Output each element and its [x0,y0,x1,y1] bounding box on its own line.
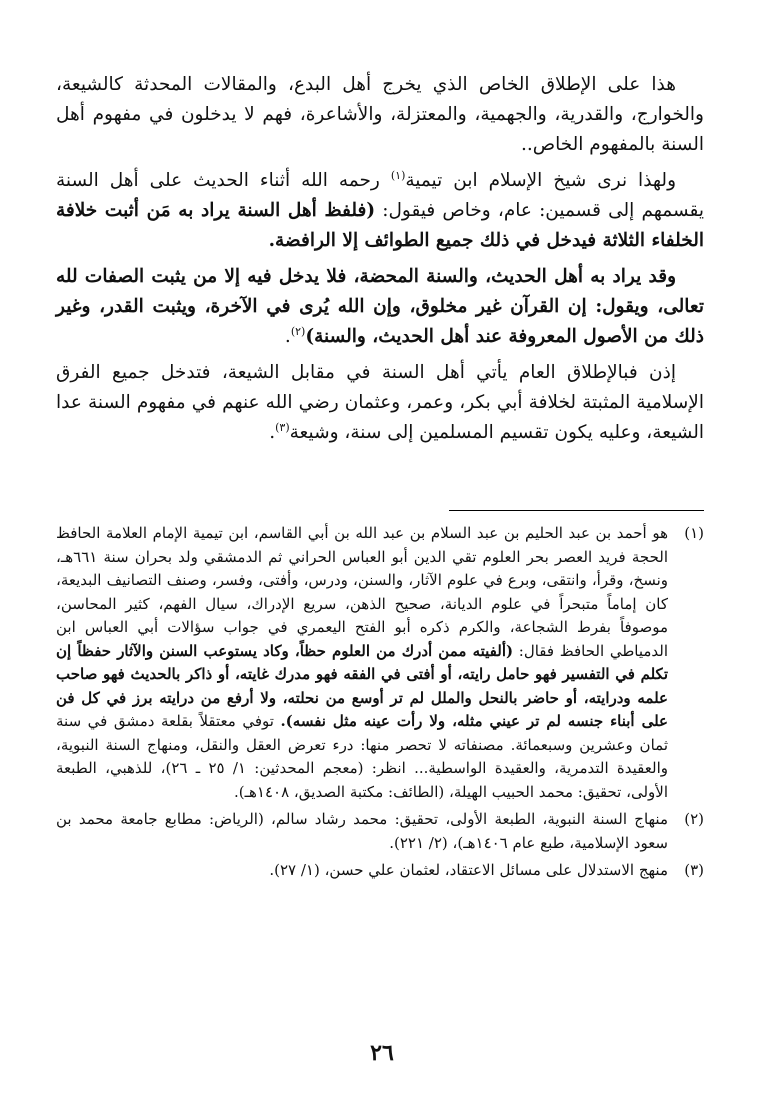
paragraph-4-text: إذن فبالإطلاق العام يأتي أهل السنة في مقابل الشيعة، فتدخل جميع الفرق الإسلامية المثبتة لخلافة أبي بكر، وعمر، وعثمان رضي الله عنهم في مفهوم السنة عدا الشيعة، وعليه يكون تقسيم المسلمين إلى سنة، وشيعة [56,362,704,443]
footnote-number: (٢) [684,810,704,828]
paragraph-2-text-b: رحمه الله أثناء الحديث على أهل السنة يقسمهم إلى قسمين: عام، وخاص فيقول: [56,170,704,221]
footnote-ref-3[interactable]: (٣) [275,420,290,434]
page-number: ٢٦ [370,1040,394,1066]
paragraph-3: وقد يراد به أهل الحديث، والسنة المحضة، فلا يدخل فيه إلا من يثبت الصفات لله تعالى، ويقول: إن القرآن غير مخلوق، وإن الله يُرى في الآخرة، ويثبت القدر، وغير ذلك من الأصول المعروفة عند أهل الحديث، والسنة)$^{(٢)}$. [56,266,704,347]
footnote-number: (١) [684,524,704,542]
paragraph-2-text-a: ولهذا نرى شيخ الإسلام ابن تيمية [405,170,677,191]
footnote-ref-1[interactable]: (١) [390,168,406,182]
footnote-separator [449,510,704,511]
paragraph-4: إذن فبالإطلاق العام يأتي أهل السنة في مقابل الشيعة، فتدخل جميع الفرق الإسلامية المثبتة لخلافة أبي بكر، وعمر، وعثمان رضي الله عنهم في مفهوم السنة عدا الشيعة، وعليه يكون تقسيم المسلمين إلى سنة، وشيعة$^{(٣)}$. [56,362,704,443]
paragraph-2-quote: (فلفظ أهل السنة يراد به مَن أثبت خلافة الخلفاء الثلاثة فيدخل في ذلك جميع الطوائف إلا الرافضة. [56,200,704,251]
paragraph-1: هذا على الإطلاق الخاص الذي يخرج أهل البدع، والمقالات المحدثة كالشيعة، والخوارج، والقدرية، والجهمية، والمعتزلة، والأشاعرة، فهم لا يدخلون في مفهوم أهل السنة بالمفهوم الخاص.. [56,74,704,155]
footnote-ref-2[interactable]: (٢) [290,324,306,338]
footnote-text: منهاج السنة النبوية، الطبعة الأولى، تحقيق: محمد رشاد سالم، (الرياض: مطابع جامعة محمد بن سعود الإسلامية، طبع عام ١٤٠٦هـ)، (٢/ ٢٢١). [56,810,668,852]
footnote-number: (٣) [684,861,704,879]
footnote-1-quote: (ألفيته ممن أدرك من العلوم حظاً، وكاد يستوعب السنن والآثار حفظاً إن تكلم في التفسير فهو حامل رايته، أو أفتى في الفقه فهو مدرك غايته، أو ذاكر بالحديث فهو صاحب علمه ودرايته، أو حاضر بالنحل والملل لم تر أوسع من نحلته، ولا أرفع من درايته برز في كل فن على أبناء جنسه لم تر عيني مثله، ولا رأت عينه مثل نفسه). [56,641,668,730]
footnote-1 [56,522,704,804]
paragraph-2 [56,166,704,256]
footnote-3 [56,859,704,883]
footnote-1-text-a: هو أحمد بن عبد الحليم بن عبد السلام بن عبد الله بن أبي القاسم، ابن تيمية الإمام العلامة الحافظ الحجة فريد العصر بحر العلوم تقي الدين أبو العباس الحراني ثم الدمشقي ولد بحران سنة ٦٦١هـ، ونسخ، وقرأ، وانتقى، وبرع في علوم الآثار، والسنن، ودرس، وأفتى، وفسر، وصنف التصانيف البديعة، كان إماماً متبحراً في علوم الديانة، صحيح الذهن، سريع الإدراك، سيال الفهم، كثير المحاسن، موصوفاً بفرط الشجاعة، والكرم ذكره أبو الفتح اليعمري في جواب سؤالات أبي العباس ابن الدمياطي الحافظ فقال: [56,524,669,660]
main-text [56,70,704,454]
paragraph-3-quote: وقد يراد به أهل الحديث، والسنة المحضة، فلا يدخل فيه إلا من يثبت الصفات لله تعالى، ويقول: إن القرآن غير مخلوق، وإن الله يُرى في الآخرة، ويثبت القدر، وغير ذلك من الأصول المعروفة عند أهل الحديث، والسنة) [56,266,704,347]
footnote-text [56,522,668,804]
paragraph-1-text: هذا على الإطلاق الخاص الذي يخرج أهل البدع، والمقالات المحدثة كالشيعة، والخوارج، والقدرية، والجهمية، والمعتزلة، والأشاعرة، فهم لا يدخلون في مفهوم أهل السنة بالمفهوم الخاص. [56,74,704,155]
footnote-1-text-b: توفي معتقلاً بقلعة دمشق في سنة ثمان وعشرين وسبعمائة. مصنفاته لا تحصر منها: درء تعرض العقل والنقل، ومنهاج السنة النبوية، والعقيدة التدمرية، والعقيدة الواسطية... انظر: (معجم المحدثين: ١/ ٢٥ ـ ٢٦)، للذهبي، الطبعة الأولى، تحقيق: محمد الحبيب الهيلة، (الطائف: مكتبة الصديق، ١٤٠٨هـ). [56,712,668,801]
footnote-2 [56,808,704,855]
footnote-text: منهج الاستدلال على مسائل الاعتقاد، لعثمان علي حسن، (١/ ٢٧). [269,861,668,879]
footnotes [56,522,704,887]
